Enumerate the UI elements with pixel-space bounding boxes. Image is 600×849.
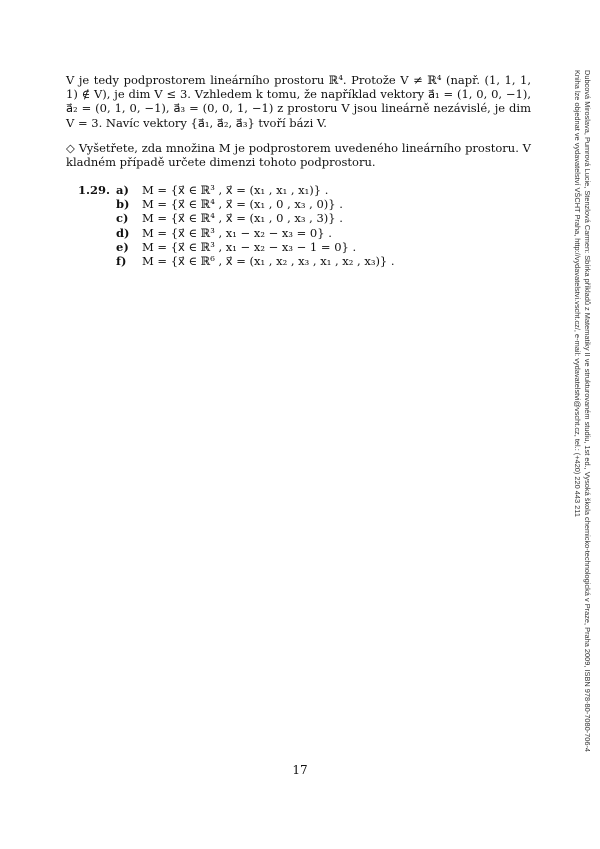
sidebar-order-info: Kniha lze objednat ve vydavatelství VŠCHT Praha, http://vydavatelstvi.vscht.cz/, e-mail: vydavatelstvi@vscht.cz, tel.: (+420) 220 443 211 <box>573 70 582 517</box>
problem-item-b <box>116 197 343 211</box>
item-label: d) <box>116 225 130 240</box>
problem-item-d <box>116 226 332 240</box>
page-number: 17 <box>292 763 308 777</box>
problem-number: 1.29. <box>78 183 111 197</box>
item-formula: M = {x⃗ ∈ ℝ⁶ , x⃗ = (x₁ , x₂ , x₃ , x₁ , x₂ , x₃)} . <box>142 254 395 268</box>
item-formula: M = {x⃗ ∈ ℝ³ , x₁ − x₂ − x₃ − 1 = 0} . <box>142 239 357 254</box>
item-formula: M = {x⃗ ∈ ℝ³ , x₁ − x₂ − x₃ = 0} . <box>142 225 332 240</box>
copyright-sidebar <box>562 70 592 770</box>
item-label: a) <box>116 183 129 197</box>
item-formula: M = {x⃗ ∈ ℝ³ , x⃗ = (x₁ , x₁ , x₁)} . <box>142 183 329 197</box>
item-label: c) <box>116 211 129 226</box>
problem-item-f <box>116 254 395 268</box>
item-label: b) <box>116 197 130 212</box>
paragraph-exercise-intro: ◇ Vyšetřete, zda množina M je podprostorem uvedeného lineárního prostoru. V kladném případě určete dimenzi tohoto podprostoru. <box>66 141 531 170</box>
item-formula: M = {x⃗ ∈ ℝ⁴ , x⃗ = (x₁ , 0 , x₃ , 3)} . <box>142 211 343 226</box>
paragraph-conclusion: V je tedy podprostorem lineárního prostoru ℝ⁴. Protože V ≠ ℝ⁴ (např. (1, 1, 1, 1) ∉ V), je dim V ≤ 3. Vzhledem k tomu, že například vektory a⃗₁ = (1, 0, 0, −1), a⃗₂ = (0, 1, 0, −1), a⃗₃ = (0, 0, 1, −1) z prostoru V jsou lineárně nezávislé, je dim V = 3. Navíc vektory {a⃗₁, a⃗₂, a⃗₃} tvoří bázi V. <box>66 73 531 130</box>
problem-item-a <box>116 183 328 197</box>
item-label: f) <box>116 254 127 268</box>
sidebar-citation: Dubcová Miroslava, Pumrová Lucie, Stenzlová Carmen: Sbírka příkladů z Matematiky II ve strukturovaném studiu, 1st ed., Vysoká škola chemicko-technologická v Praze, Praha 2009, ISBN 978-80-7080-706-4 <box>583 70 592 753</box>
item-formula: M = {x⃗ ∈ ℝ⁴ , x⃗ = (x₁ , 0 , x₃ , 0)} . <box>142 197 343 212</box>
problem-item-c <box>116 211 343 225</box>
problem-item-e <box>116 240 356 254</box>
item-label: e) <box>116 239 129 254</box>
